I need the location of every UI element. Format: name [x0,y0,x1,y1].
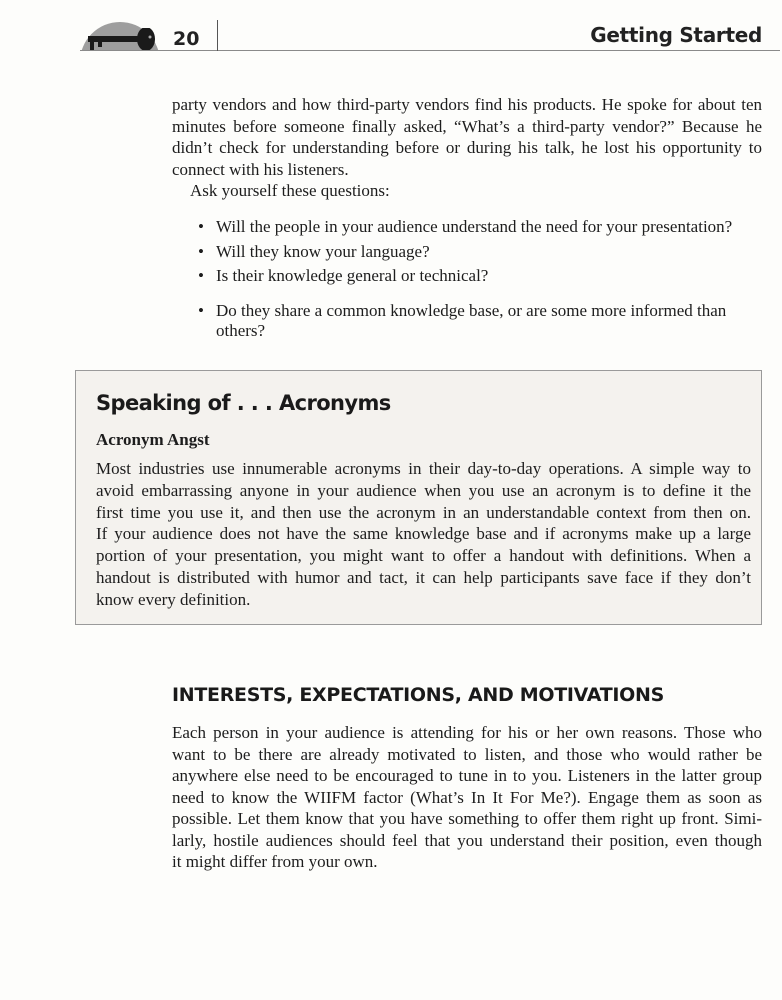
text-line: know every definition. [96,589,251,609]
sidebar-body [96,458,751,611]
page-number: 20 [173,28,200,50]
text-line: minutes before someone finally asked, “What’s a third-party vendor?” Because he [172,116,762,136]
sidebar-subtitle: Acronym Angst [96,430,210,449]
text-line: handout is distributed with humor and tact, it can help participants save face if they don’t [96,567,751,587]
text-line: it might differ from your own. [172,852,378,871]
section-heading: INTERESTS, EXPECTATIONS, AND MOTIVATIONS [172,684,664,706]
section-body [172,722,762,873]
sidebar-title: Speaking of . . . Acronyms [96,391,391,415]
text-line: want to be there are already motivated to listen, and those who would rather be [172,744,762,764]
text-line: avoid embarrassing anyone in your audience when you use an acronym is to define it the [96,480,751,500]
header-divider [217,20,218,51]
ask-line: Ask yourself these questions: [190,181,390,200]
text-line: first time you use it, and then use the acronym in an understandable context from then on. [96,502,751,522]
text-line: connect with his listeners. [172,159,349,179]
text-line: possible. Let them know that you have something to offer them right up front. Simi- [172,809,762,828]
text-line: party vendors and how third-party vendors find his products. He spoke for about ten [172,95,762,114]
running-title: Getting Started [590,23,762,47]
key-icon [88,28,158,52]
text-line: If your audience does not have the same knowledge base and if acronyms make up a large [96,524,751,544]
header-rule [80,50,780,51]
text-line: Most industries use innumerable acronyms in their day-to-day operations. A simple way to [96,459,751,478]
text-line: anywhere else need to be encouraged to tune in to you. Listeners in the latter group [172,766,762,785]
book-page: 20 Getting Started party vendors and how third-party vendors find his products. He spoke for about ten minutes before someone finally asked, “What’s a third-party vendor?” Because he didn’t check for understanding before or during his talk, he lost his opportunity to connect with his listeners. Ask yourself these questions: • Will the people in your audience understand the need for your presentation? • Will they know your language? • Is their knowledge general or technical? • Do they share a common knowledge base, or are some more informed than others? Speaking of . . . Acronyms Acronym Angst Most industries use innumerable acronyms in their day-to-day operations. A simple way to avoid embarrassing anyone in your audience when you use an acronym is to define it the first time you use it, and then use the acronym in an understandable context from then on. If your audience does not have the same knowledge base and if acronyms make up a large portion of your presentation, you might want to offer a handout with definitions. When a handout is distributed with humor and tact, it can help participants save face if they don’t know every definition. INTERESTS, EXPECTATIONS, AND MOTIVATIONS Each person in your audience is attending for his or her own reasons. Those who want to be there are already motivated to listen, and those who would rather be anywhere else need to be encouraged to tune in to you. Listeners in the latter group need to know the WIIFM factor (What’s In It For Me?). Engage them as soon as possible. Let them know that you have something to offer them right up front. Simi- larly, hostile audiences should feel that you understand their position, even though it might differ from your own. [0,0,782,1000]
text-line: larly, hostile audiences should feel that you understand their position, even though [172,830,762,850]
text-line: didn’t check for understanding before or during his talk, he lost his opportunity to [172,138,762,157]
text-line: portion of your presentation, you might want to offer a handout with definitions. When a [96,546,751,566]
intro-paragraph [172,94,762,180]
text-line: Each person in your audience is attending for his or her own reasons. Those who [172,723,762,742]
text-line: need to know the WIIFM factor (What’s In It For Me?). Engage them as soon as [172,787,762,807]
sidebar-box [75,370,762,625]
